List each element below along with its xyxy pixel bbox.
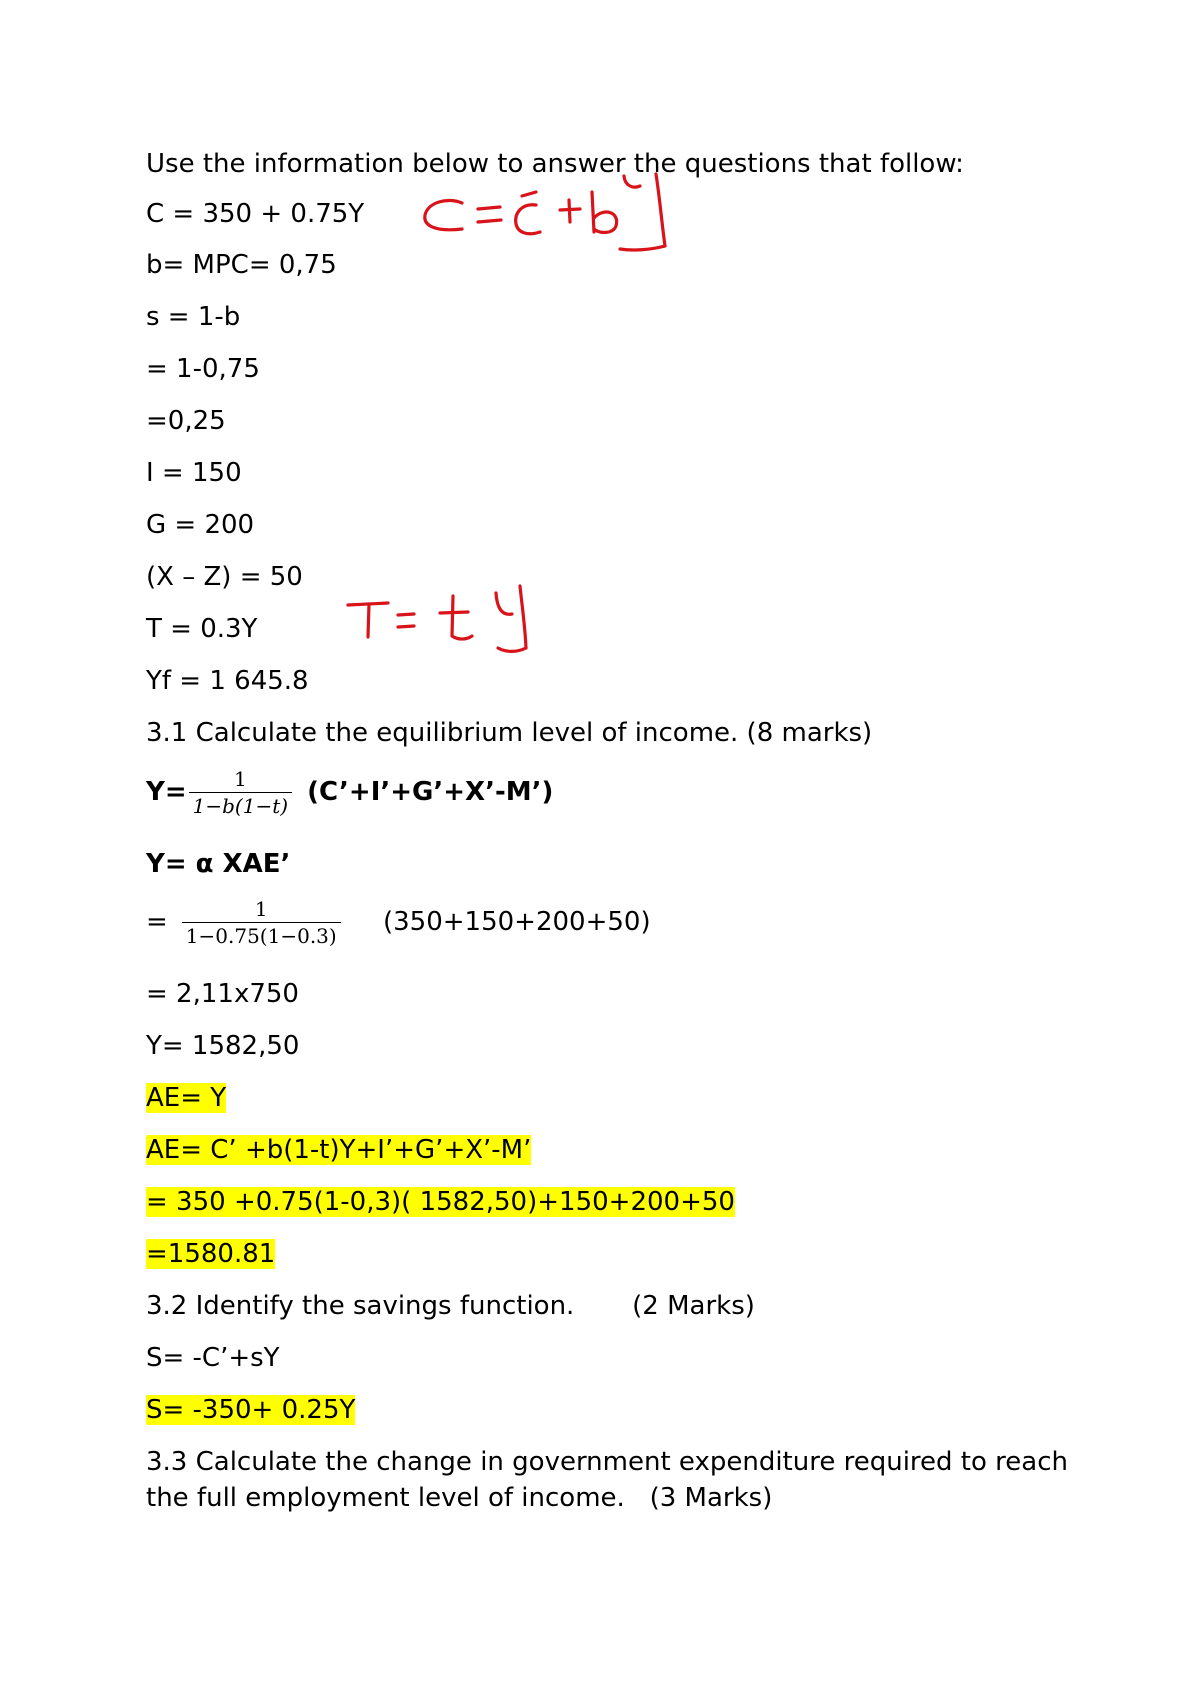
net-exports-value: (X – Z) = 50 (146, 562, 303, 592)
savings-rate-definition: s = 1-b (146, 302, 241, 332)
savings-rate-value: =0,25 (146, 406, 226, 436)
formula-rhs: (C’+I’+G’+X’-M’) (307, 777, 554, 807)
multiplier-step: = 2,11x750 (146, 979, 299, 1009)
equilibrium-income: Y= 1582,50 (146, 1031, 300, 1061)
savings-rate-calculation: = 1-0,75 (146, 354, 260, 384)
formula-lhs: Y= (146, 777, 187, 807)
substitution-lhs: = (146, 907, 168, 937)
savings-function-answer (146, 1393, 355, 1427)
intro-text: Use the information below to answer the questions that follow: (146, 149, 964, 179)
government-value: G = 200 (146, 510, 255, 540)
ae-check-4 (146, 1237, 275, 1271)
ae-check-2 (146, 1133, 531, 1167)
question-3-2: 3.2 Identify the savings function. (2 Marks) (146, 1291, 755, 1321)
substitution-denominator: 1−0.75(1−0.3) (185, 924, 337, 948)
ae-check-3 (146, 1185, 735, 1219)
handwritten-consumption-note (425, 174, 665, 250)
substitution-fraction (182, 898, 341, 947)
multiplier-formula (146, 768, 553, 817)
ae-check-1 (146, 1081, 226, 1115)
highlighted-text: S= -350+ 0.25Y (146, 1395, 356, 1425)
tax-function: T = 0.3Y (146, 614, 258, 644)
formula-fraction (189, 768, 292, 817)
investment-value: I = 150 (146, 458, 242, 488)
mpc-value: b= MPC= 0,75 (146, 250, 337, 280)
full-employment-income: Yf = 1 645.8 (146, 666, 309, 696)
formula-numerator: 1 (189, 768, 292, 793)
question-3-3: 3.3 Calculate the change in government expenditure required to reach the full employment level of income. (3 Marks) (146, 1447, 1077, 1513)
substitution-numerator: 1 (182, 898, 341, 923)
highlighted-text: = 350 +0.75(1-0,3)( 1582,50)+150+200+50 (146, 1187, 735, 1217)
consumption-function: C = 350 + 0.75Y (146, 199, 365, 229)
alpha-formula: Y= α XAE’ (146, 849, 291, 879)
highlighted-text: =1580.81 (146, 1239, 276, 1269)
substitution-rhs: (350+150+200+50) (382, 907, 651, 937)
highlighted-text: AE= Y (146, 1083, 227, 1113)
substituted-formula (146, 898, 651, 947)
savings-function-general: S= -C’+sY (146, 1343, 280, 1373)
highlighted-text: AE= C’ +b(1-t)Y+I’+G’+X’-M’ (146, 1135, 532, 1165)
question-3-1: 3.1 Calculate the equilibrium level of income. (8 marks) (146, 718, 873, 748)
formula-denominator: 1−b(1−t) (192, 794, 289, 818)
handwritten-tax-note (348, 586, 526, 651)
